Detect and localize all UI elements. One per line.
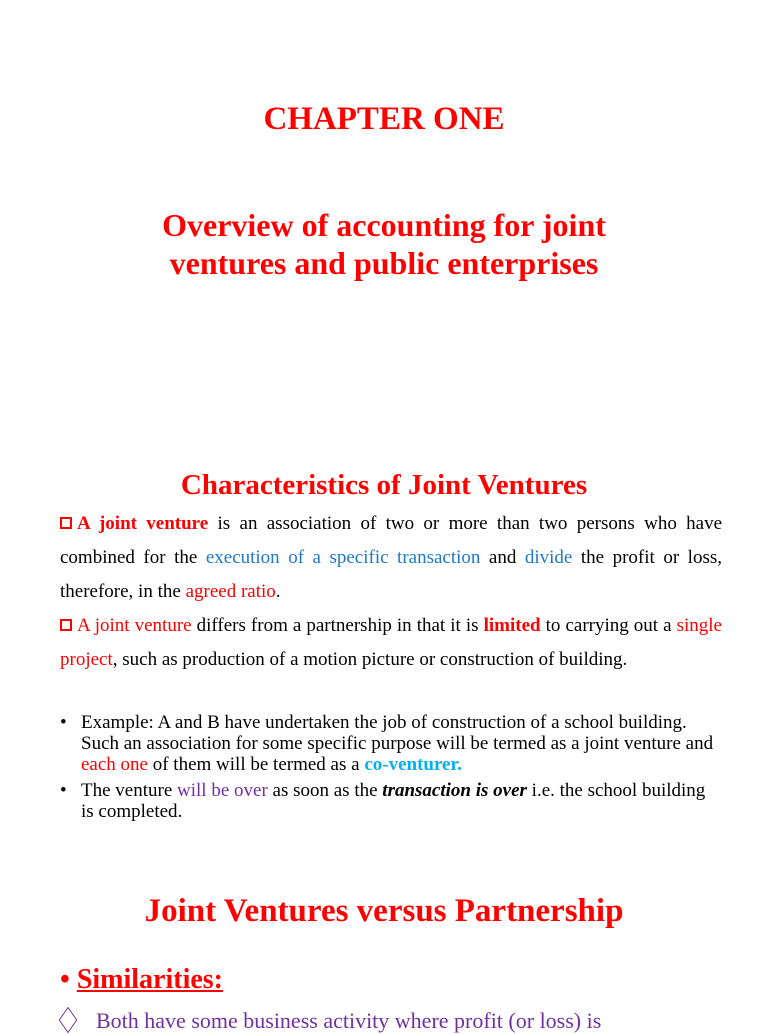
text-span: and [480, 547, 525, 568]
list-item-venture-over [60, 780, 722, 822]
term-joint-venture: A joint venture [77, 513, 209, 534]
arrow-bullet-icon [59, 1007, 78, 1034]
text-span: , such as production of a motion picture or construction of building. [112, 649, 628, 670]
bullet-dot-icon: • [60, 712, 67, 733]
text-span: is an association of two or more than two persons who have combined for the [60, 513, 722, 568]
highlight-each-one: each one [81, 754, 148, 775]
section-heading-jv-vs-partnership: Joint Ventures versus Partnership [144, 893, 624, 929]
text-span: . [275, 581, 281, 602]
similarities-label: Similarities: [76, 964, 224, 995]
bullet-dot-icon: • [60, 964, 70, 995]
highlight-limited: limited [483, 615, 541, 636]
highlight-execution: execution of a specific transaction [205, 547, 481, 568]
section-heading-characteristics: Characteristics of Joint Ventures [180, 469, 588, 501]
text-span: as soon as the [267, 780, 383, 801]
paragraph-definition [60, 507, 722, 609]
text-span: i.e. the school building is completed. [81, 780, 706, 822]
text-span: to carrying out a [540, 615, 677, 636]
highlight-transaction-over: transaction is over [382, 780, 527, 801]
text-span: The venture [81, 780, 178, 801]
highlight-co-venturer: co-venturer. [364, 754, 462, 775]
list-item-example [60, 712, 722, 775]
text-span: differs from a partnership in that it is [191, 615, 484, 636]
page-subtitle: Overview of accounting for joint ventures and public enterprises [162, 207, 606, 281]
checkbox-bullet-icon [60, 517, 72, 529]
text-span: the profit or loss, therefore, in the [60, 547, 722, 602]
term-joint-venture: A joint venture [77, 615, 192, 636]
checkbox-bullet-icon [60, 619, 72, 631]
text-span: Example: A and B have undertaken the job of construction of a school building. Such an association for some specific purpose will be termed as a joint venture and [81, 712, 714, 754]
highlight-divide: divide [524, 547, 573, 568]
highlight-agreed-ratio: agreed ratio [185, 581, 276, 602]
similarities-heading [60, 964, 223, 996]
chapter-title: CHAPTER ONE [263, 101, 505, 137]
bullet-dot-icon: • [60, 780, 67, 801]
paragraph-difference [60, 609, 722, 677]
highlight-single-project: single project [60, 615, 722, 670]
highlight-will-be-over: will be over [177, 780, 268, 801]
text-span: Both have some business activity where profit (or loss) is [96, 1008, 602, 1033]
text-span: of them will be termed as a [147, 754, 365, 775]
similarities-first-item [60, 1008, 601, 1034]
